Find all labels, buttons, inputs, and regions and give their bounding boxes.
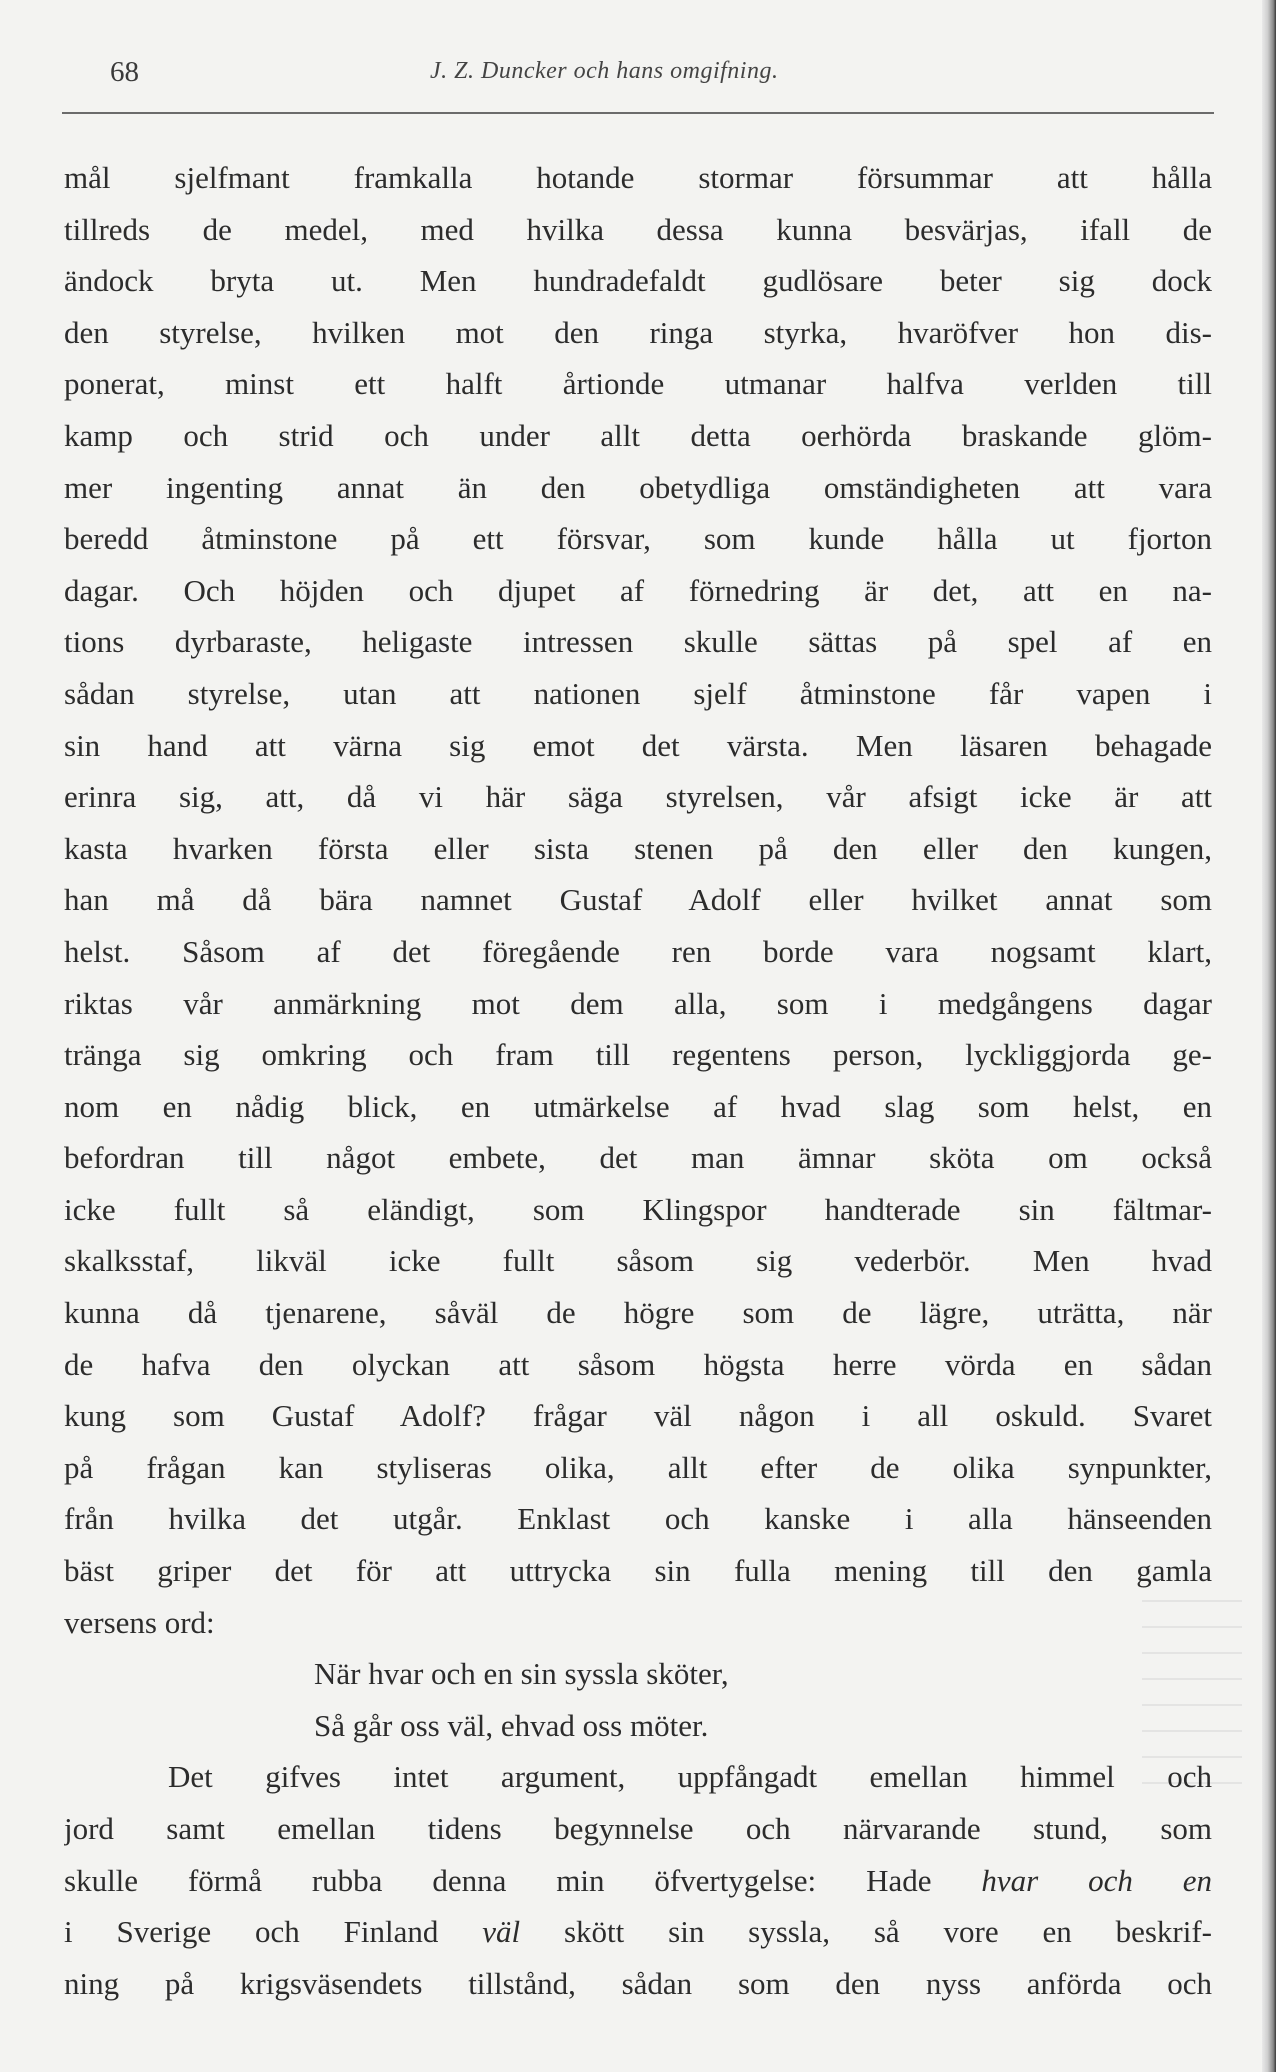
emphasis-text: hvar och en: [981, 1862, 1212, 1898]
text-line: mål sjelfmant framkalla hotande stormar försummar att hålla: [64, 160, 1212, 195]
running-head: [0, 56, 1262, 96]
text-line: sin hand att värna sig emot det värsta. Men läsaren behagade: [64, 727, 1212, 763]
text-line: tions dyrbaraste, heligaste intressen skulle sättas på spel af en: [64, 624, 1212, 660]
text-line: beredd åtminstone på ett försvar, som kunde hålla ut fjorton: [64, 521, 1212, 557]
body-text: [64, 152, 1212, 2009]
text-line: befordran till något embete, det man ämnar sköta om också: [64, 1140, 1212, 1176]
text-line: kamp och strid och under allt detta oerhörda braskande glöm-: [64, 417, 1212, 453]
page-edge-shadow: [1262, 0, 1276, 2072]
text-fragment: i Sverige och Finland: [64, 1914, 483, 1950]
text-line: helst. Såsom af det föregående ren borde vara nogsamt klart,: [64, 933, 1212, 969]
text-line: skalksstaf, likväl icke fullt såsom sig vederbör. Men hvad: [64, 1243, 1212, 1279]
text-line: [64, 1855, 1212, 1907]
text-line: mer ingenting annat än den obetydliga omständigheten att vara: [64, 469, 1212, 505]
emphasis-text: väl: [482, 1914, 521, 1950]
text-line: tillreds de medel, med hvilka dessa kunna besvärjas, ifall de: [64, 211, 1212, 247]
text-line: [64, 1906, 1212, 1958]
text-line: kung som Gustaf Adolf? frågar väl någon i all oskuld. Svaret: [64, 1398, 1212, 1434]
page-number: 68: [110, 56, 139, 88]
text-line: kasta hvarken första eller sista stenen på den eller den kungen,: [64, 830, 1212, 866]
text-line: sådan styrelse, utan att nationen sjelf åtminstone får vapen i: [64, 675, 1212, 711]
show-through-texture: [1142, 1600, 1242, 1800]
text-line: riktas vår anmärkning mot dem alla, som i medgångens dagar: [64, 985, 1212, 1021]
text-line: nom en nådig blick, en utmärkelse af hvad slag som helst, en: [64, 1088, 1212, 1124]
text-line: de hafva den olyckan att såsom högsta herre vörda en sådan: [64, 1346, 1212, 1382]
text-line: tränga sig omkring och fram till regentens person, lyckliggjorda ge-: [64, 1037, 1212, 1073]
text-line: ning på krigsväsendets tillstånd, sådan som den nyss anförda och: [64, 1965, 1212, 2001]
verse-line: Så går oss väl, ehvad oss möter.: [314, 1707, 709, 1743]
text-line: jord samt emellan tidens begynnelse och närvarande stund, som: [64, 1811, 1212, 1846]
text-fragment: skulle förmå rubba denna min öfvertygelse: Hade: [64, 1862, 982, 1898]
text-line: erinra sig, att, då vi här säga styrelsen, vår afsigt icke är att: [64, 779, 1212, 815]
text-line: ponerat, minst ett halft årtionde utmanar halfva verlden till: [64, 366, 1212, 402]
text-line: icke fullt så eländigt, som Klingspor handterade sin fältmar-: [64, 1191, 1212, 1227]
verse-line: När hvar och en sin syssla sköter,: [314, 1656, 729, 1692]
text-line: den styrelse, hvilken mot den ringa styrka, hvaröfver hon dis-: [64, 314, 1212, 350]
text-line: kunna då tjenarene, såväl de högre som de lägre, uträtta, när: [64, 1295, 1212, 1331]
header-rule: [62, 112, 1214, 114]
text-line: Det gifves intet argument, uppfångadt emellan himmel och: [168, 1759, 1212, 1795]
running-title: J. Z. Duncker och hans omgifning.: [430, 58, 779, 84]
text-line: bäst griper det för att uttrycka sin fulla mening till den gamla: [64, 1553, 1212, 1589]
text-line: från hvilka det utgår. Enklast och kanske i alla hänseenden: [64, 1501, 1212, 1537]
text-line: han må då bära namnet Gustaf Adolf eller hvilket annat som: [64, 882, 1212, 918]
text-line: dagar. Och höjden och djupet af förnedring är det, att en na-: [64, 572, 1212, 608]
text-line: ändock bryta ut. Men hundradefaldt gudlösare beter sig dock: [64, 263, 1212, 299]
text-line: versens ord:: [64, 1604, 215, 1640]
text-line: på frågan kan styliseras olika, allt efter de olika synpunkter,: [64, 1449, 1212, 1485]
text-fragment: skött sin syssla, så vore en beskrif-: [520, 1914, 1212, 1950]
